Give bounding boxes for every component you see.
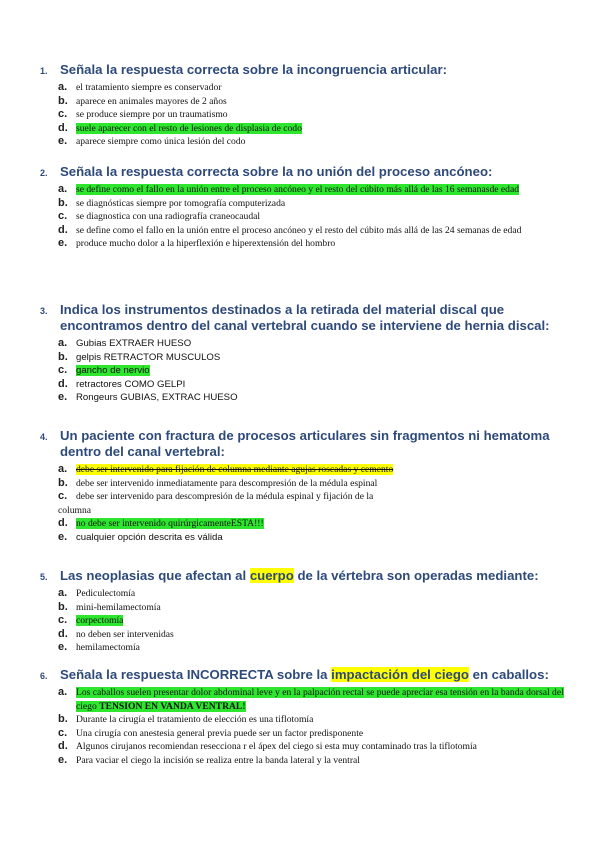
option-a-correct: a. se define como el fallo en la unión entre el proceso ancóneo y el resto del cúbito más allá de las 16 semanasde edad (58, 183, 520, 195)
options-list (0, 463, 600, 545)
option-e: e. cualquier opción descrita es válida (58, 530, 223, 543)
option-b: b. aparece en animales mayores de 2 años (58, 94, 227, 107)
question-title: 6. Señala la respuesta INCORRECTA sobre la impactación del ciego en caballos: (40, 667, 549, 682)
option-c-correct: c. gancho de nervio (58, 364, 150, 377)
question-title: 4. Un paciente con fractura de procesos articulares sin fragmentos ni hematoma dentro del canal vertebral: (40, 428, 550, 459)
option-e: e. aparece siempre como única lesión del codo (58, 135, 246, 148)
question-title: 2. Señala la respuesta correcta sobre la no unión del proceso ancóneo: (40, 164, 493, 179)
option-b: b. Durante la cirugía el tratamiento de elección es una tiflotomía (58, 713, 314, 726)
option-d: d. Algunos cirujanos recomiendan resecciona r el ápex del ciego si esta muy contaminado tras la tiflotomía (58, 740, 477, 753)
option-e: e. Para vaciar el ciego la incisión se realiza entre la banda lateral y la ventral (58, 753, 360, 766)
option-d-correct: d. suele aparecer con el resto de lesiones de displasia de codo (58, 121, 302, 134)
option-a: a. Pediculectomía (58, 587, 136, 599)
option-b: b. debe ser intervenido inmediatamente para descompresión de la médula espinal (58, 476, 378, 489)
options-list (0, 183, 600, 251)
option-c: c. debe ser intervenido para descompresión de la médula espinal y fijación de la columna (58, 490, 374, 516)
question-6 (0, 667, 600, 768)
option-d: d. retractores COMO GELPI (58, 377, 186, 390)
option-c: c. Una cirugía con anestesia general previa puede ser un factor predisponente (58, 726, 364, 739)
question-number: 2. (40, 168, 48, 178)
question-4 (0, 428, 600, 545)
option-a: a. el tratamiento siempre es conservador (58, 81, 222, 93)
options-list (0, 337, 600, 405)
option-d-correct: d. no debe ser intervenido quirúrgicamenteESTA!!! (58, 517, 264, 530)
options-list (0, 81, 600, 149)
option-d: d. no deben ser intervenidas (58, 627, 174, 640)
question-number: 4. (40, 432, 48, 442)
option-c: c. se diagnostica con una radiografía craneocaudal (58, 210, 261, 223)
question-5 (0, 568, 600, 655)
option-c: c. se produce siempre por un traumatismo (58, 108, 228, 121)
option-e: e. hemilamectomía (58, 641, 140, 654)
question-3 (0, 302, 600, 405)
options-list (0, 587, 600, 655)
option-b: b. mini-hemilamectomía (58, 600, 161, 613)
question-title: 3. Indica los instrumentos destinados a la retirada del material discal que encontramos dentro del canal vertebral cuando se interviene de hernia discal: (40, 302, 550, 333)
option-b: b. gelpis RETRACTOR MUSCULOS (58, 350, 221, 363)
option-a-struck: a. debe ser intervenido para fijación de columna mediante agujas roscadas y cemento (58, 463, 394, 475)
question-title: 1. Señala la respuesta correcta sobre la incongruencia articular: (40, 62, 447, 77)
option-e: e. produce mucho dolor a la hiperflexión e hiperextensión del hombro (58, 237, 336, 250)
option-d: d. se define como el fallo en la unión entre el proceso ancóneo y el resto del cúbito más allá de las 24 semanas de edad (58, 223, 522, 236)
question-number: 3. (40, 306, 48, 316)
question-title: 5. Las neoplasias que afectan al cuerpo de la vértebra son operadas mediante: (40, 568, 539, 583)
option-c-correct: c. corpectomía (58, 614, 124, 627)
option-a-correct: a. Los caballos suelen presentar dolor abdominal leve y en la palpación rectal se puede apreciar esa tensión en la banda dorsal del ciego TENSION EN VANDA VENTRAL! (58, 686, 564, 712)
question-number: 5. (40, 572, 48, 582)
question-number: 1. (40, 66, 48, 76)
question-number: 6. (40, 671, 48, 681)
option-a: a. Gubias EXTRAER HUESO (58, 337, 192, 349)
question-1 (0, 62, 600, 149)
option-b: b. se diagnósticas siempre por tomografía computerizada (58, 196, 286, 209)
options-list (0, 686, 600, 768)
question-2 (0, 164, 600, 251)
option-e: e. Rongeurs GUBIAS, EXTRAC HUESO (58, 391, 238, 404)
